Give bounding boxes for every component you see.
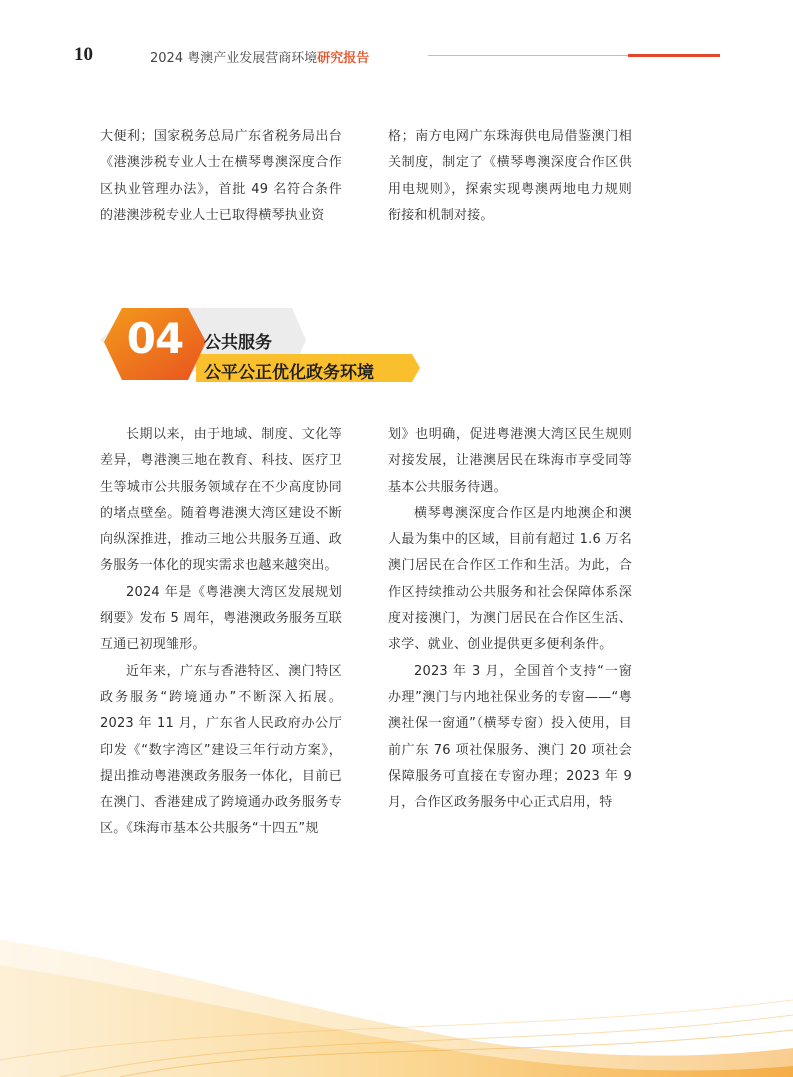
running-header-title: 2024 粤澳产业发展营商环境 bbox=[150, 51, 318, 66]
page-number: 10 bbox=[74, 44, 93, 65]
paragraph: 2023 年 3 月，全国首个支持“一窗办理”澳门与内地社保业务的专窗——“粤澳社保一窗通”（横琴专窗）投入使用，目前广东 76 项社保服务、澳门 20 项社会保障服务可直接在专窗办理；2023 年 9 月，合作区政务服务中心正式启用，特 bbox=[388, 663, 632, 811]
paragraph: 大便利；国家税务总局广东省税务局出台《港澳涉税专业人士在横琴粤澳深度合作区执业管理办法》，首批 49 名符合条件的港澳涉税专业人士已取得横琴执业资 bbox=[100, 129, 342, 223]
paragraph: 划》也明确，促进粤港澳大湾区民生规则对接发展，让港澳居民在珠海市享受同等基本公共服务待遇。 bbox=[388, 427, 632, 495]
paragraph: 2024 年是《粤港澳大湾区发展规划纲要》发布 5 周年，粤港澳政务服务互联互通已初现雏形。 bbox=[100, 584, 342, 653]
paragraph: 长期以来，由于地域、制度、文化等差异，粤港澳三地在教育、科技、医疗卫生等城市公共服务领域存在不少高度协同的堵点壁垒。随着粤港澳大湾区建设不断向纵深推进，推动三地公共服务互通、政务服务一体化的现实需求也越来越突出。 bbox=[100, 427, 342, 574]
section-title: 公共服务 bbox=[204, 333, 272, 353]
section-subtitle: 公平公正优化政务环境 bbox=[204, 363, 374, 383]
running-header-accent: 研究报告 bbox=[317, 51, 370, 66]
paragraph: 横琴粤澳深度合作区是内地澳企和澳人最为集中的区域，目前有超过 1.6 万名澳门居民在合作区工作和生活。为此，合作区持续推动公共服务和社会保障体系深度对接澳门，为澳门居民在合作区生活、求学、就业、创业提供更多便利条件。 bbox=[388, 505, 632, 653]
paragraph: 近年来，广东与香港特区、澳门特区政务服务“跨境通办”不断深入拓展。2023 年 11 月，广东省人民政府办公厅印发《“数字湾区”建设三年行动方案》，提出推动粤港澳政务服务一体化，目前已在澳门、香港建成了跨境通办政务服务专区。《珠海市基本公共服务“十四五”规 bbox=[100, 663, 342, 837]
paragraph: 格；南方电网广东珠海供电局借鉴澳门相关制度，制定了《横琴粤澳深度合作区供用电规则》，探索实现粤澳两地电力规则衔接和机制对接。 bbox=[388, 129, 632, 223]
section-number: 04 bbox=[126, 314, 184, 363]
